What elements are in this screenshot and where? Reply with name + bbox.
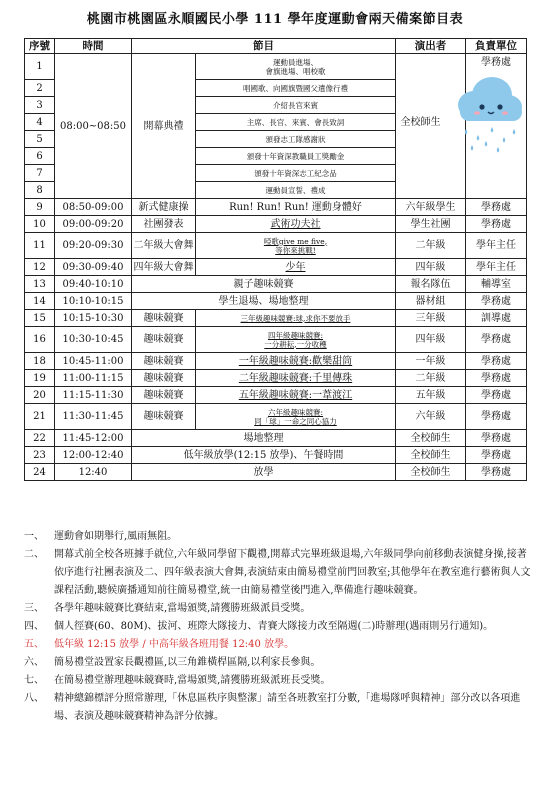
- program-cell: [132, 430, 396, 447]
- program-text: Run! Run! Run! 運動身體好: [229, 201, 362, 213]
- note-item: [24, 636, 536, 654]
- note-number: 四、: [24, 621, 44, 632]
- program-text: 低年級放學(12:15 放學)、午餐時間: [183, 449, 344, 461]
- program-text: 一年級趣味競賽:歡樂甜筒: [238, 355, 353, 367]
- row-unit: 學務處: [466, 327, 527, 353]
- row-time: 12:00-12:40: [55, 447, 132, 464]
- table-row: [25, 327, 527, 353]
- row-number: 6: [25, 148, 55, 165]
- note-number: 七、: [24, 675, 44, 686]
- row-category: 趣味競賽: [132, 387, 196, 404]
- program-text: 運動員進場、: [273, 57, 318, 67]
- cloud-cheek: [502, 111, 508, 115]
- row-time: 11:30-11:45: [55, 404, 132, 430]
- row-performer: 四年級: [396, 259, 466, 276]
- program-cell: [132, 276, 396, 293]
- program-cell: [196, 165, 396, 182]
- row-number: 24: [25, 464, 55, 481]
- row-performer: 四年級: [396, 327, 466, 353]
- row-category: 趣味競賽: [132, 370, 196, 387]
- table-row: [25, 276, 527, 293]
- program-cell: [196, 182, 396, 199]
- row-performer: 全校師生: [396, 447, 466, 464]
- row-time: 10:30-10:45: [55, 327, 132, 353]
- program-text: 六年級趣味競賽:: [267, 407, 324, 417]
- row-time: 10:10-10:15: [55, 293, 132, 310]
- row-unit: 學年主任: [466, 259, 527, 276]
- program-text: 場地整理: [243, 432, 284, 444]
- program-text: 親子趣味競賽: [233, 278, 294, 290]
- rain-drop: [503, 137, 506, 143]
- table-row: [25, 259, 527, 276]
- note-text: 各學年趣味競賽比賽結束,當場頒獎,請獲勝班級派員受獎。: [54, 603, 311, 614]
- row-number: 8: [25, 182, 55, 199]
- program-text: 五年級趣味競賽:一葦渡江: [238, 389, 353, 401]
- note-item: [24, 690, 536, 726]
- header-performer: 演出者: [396, 39, 466, 54]
- program-cell: [196, 199, 396, 216]
- row-performer: 六年級學生: [396, 199, 466, 216]
- row-performer: 三年級: [396, 310, 466, 327]
- program-text: 介紹長官來賓: [273, 100, 318, 110]
- row-time: 11:15-11:30: [55, 387, 132, 404]
- program-text: 二年級趣味競賽:千里傳珠: [238, 372, 353, 384]
- page-title: 桃園市桃園區永順國民小學 111 學年度運動會兩天備案節目表: [86, 12, 464, 27]
- row-number: 9: [25, 199, 55, 216]
- row-time: 09:00-09:20: [55, 216, 132, 233]
- row-number: 23: [25, 447, 55, 464]
- program-text: 放學: [253, 466, 274, 478]
- program-cell: [196, 54, 396, 80]
- rain-drop: [485, 141, 488, 147]
- row-number: 20: [25, 387, 55, 404]
- program-cell: [196, 404, 396, 430]
- table-row: [25, 464, 527, 481]
- note-text: 精神總錦標評分照常辦理,「休息區秩序與整潔」請至各班教室打分數,「進場隊呼與精神」部分改以各項進場、表演及趣味競賽精神為評分依據。: [54, 693, 521, 722]
- row-number: 11: [25, 233, 55, 259]
- row-performer: 報名隊伍: [396, 276, 466, 293]
- table-header-row: [25, 39, 527, 54]
- row-number: 14: [25, 293, 55, 310]
- program-cell: [196, 80, 396, 97]
- rain-drop: [471, 145, 474, 151]
- note-item: [24, 528, 536, 546]
- row-time: 08:00~08:50: [55, 54, 132, 199]
- program-text: 頒發十年資深志工紀念品: [254, 168, 337, 178]
- row-number: 16: [25, 327, 55, 353]
- notes-section: [24, 528, 536, 726]
- note-number: 二、: [24, 549, 44, 560]
- program-text: 頒發十年資深教職員工獎勵金: [246, 151, 345, 161]
- row-number: 19: [25, 370, 55, 387]
- row-category: 趣味競賽: [132, 404, 196, 430]
- header-program: 節目: [132, 39, 396, 54]
- row-category: 二年級大會舞: [132, 233, 196, 259]
- unit-text: 學務處: [481, 57, 511, 68]
- row-number: 7: [25, 165, 55, 182]
- table-row: [25, 310, 527, 327]
- cloud-cheek: [474, 111, 480, 115]
- row-time: 10:45-11:00: [55, 353, 132, 370]
- row-performer: 器材組: [396, 293, 466, 310]
- header-time: 時間: [55, 39, 132, 54]
- row-unit: 學務處: [466, 216, 527, 233]
- program-cell: [196, 97, 396, 114]
- rain-drop: [465, 129, 468, 135]
- program-text: 三年級趣味競賽:球,求你不要放手: [240, 313, 351, 323]
- program-text: 少年: [285, 261, 306, 273]
- row-number: 13: [25, 276, 55, 293]
- row-number: 3: [25, 97, 55, 114]
- note-text: 在簡易禮堂辦理趣味競賽時,當場頒獎,請獲勝班級派班長受獎。: [54, 675, 331, 686]
- row-category: 趣味競賽: [132, 310, 196, 327]
- row-time: 09:30-09:40: [55, 259, 132, 276]
- program-cell: [196, 148, 396, 165]
- row-time: 09:40-10:10: [55, 276, 132, 293]
- row-number: 21: [25, 404, 55, 430]
- row-unit: 學務處: [466, 404, 527, 430]
- table-row: [25, 216, 527, 233]
- cloud-eye: [479, 104, 484, 109]
- row-number: 5: [25, 131, 55, 148]
- row-unit: 學務處: [466, 464, 527, 481]
- header-unit: 負責單位: [466, 39, 527, 54]
- row-performer: 全校師生: [396, 464, 466, 481]
- note-number: 五、: [24, 639, 44, 650]
- rain-drop: [497, 147, 500, 153]
- row-unit: 輔導室: [466, 276, 527, 293]
- row-time: 12:40: [55, 464, 132, 481]
- program-cell: [196, 327, 396, 353]
- row-number: 12: [25, 259, 55, 276]
- table-row: [25, 447, 527, 464]
- note-item: [24, 618, 536, 636]
- program-cell: [196, 114, 396, 131]
- row-number: 18: [25, 353, 55, 370]
- rain-drop: [491, 127, 494, 133]
- table-row: [25, 387, 527, 404]
- note-text: 簡易禮堂設置家長觀禮區,以三角錐橫桿區隔,以利家長參與。: [54, 657, 321, 668]
- note-number: 一、: [24, 531, 44, 542]
- note-item: [24, 546, 536, 600]
- row-time: 09:20-09:30: [55, 233, 132, 259]
- row-category: 趣味競賽: [132, 353, 196, 370]
- rain-cloud-icon: [452, 75, 524, 153]
- program-text: 啞歌give me five,: [263, 236, 328, 246]
- program-cell: [196, 131, 396, 148]
- row-unit: 訓導處: [466, 310, 527, 327]
- row-unit: 學務處: [466, 387, 527, 404]
- row-category: 開幕典禮: [132, 54, 196, 199]
- program-cell: [196, 233, 396, 259]
- row-category: 社團發表: [132, 216, 196, 233]
- table-row: [25, 293, 527, 310]
- row-number: 10: [25, 216, 55, 233]
- row-time: 11:00-11:15: [55, 370, 132, 387]
- row-performer: 二年級: [396, 233, 466, 259]
- program-text: 主席、長官、來賓、會長致詞: [246, 117, 345, 127]
- table-row: [25, 430, 527, 447]
- row-category: 新式健康操: [132, 199, 196, 216]
- rain-drop: [513, 129, 516, 135]
- program-cell: [132, 464, 396, 481]
- row-unit: 學務處: [466, 293, 527, 310]
- rain-drop: [477, 135, 480, 141]
- note-text: 開幕式前全校各班據手就位,六年級同學留下觀禮,開幕式完畢班級退場,六年級同學向前移動表演健身操,接著依序進行社團表演及二、四年級表演大會舞,表演結束由簡易禮堂前門回教室;其他學年在教室進行藝術與人文課程活動,聽候廣播通知前往簡易禮堂,統一由簡易禮堂後門進入,準備進行趣味競賽。: [54, 549, 531, 596]
- program-text: 唱國歌、向國旗暨國父遺像行禮: [243, 83, 348, 93]
- row-performer: 五年級: [396, 387, 466, 404]
- row-number: 15: [25, 310, 55, 327]
- table-row: [25, 370, 527, 387]
- program-cell: [196, 387, 396, 404]
- program-cell: [196, 216, 396, 233]
- row-performer: 全校師生: [396, 430, 466, 447]
- row-time: 10:15-10:30: [55, 310, 132, 327]
- row-time: 11:45-12:00: [55, 430, 132, 447]
- cloud-base: [460, 103, 522, 121]
- program-text: 等你來挑戰!: [275, 245, 316, 255]
- program-text: 四年級趣味競賽:: [267, 330, 324, 340]
- table-row: [25, 199, 527, 216]
- row-unit: 學務處: [466, 430, 527, 447]
- program-cell: [132, 293, 396, 310]
- row-performer: 一年級: [396, 353, 466, 370]
- program-text: 運動員宣誓、禮成: [265, 185, 326, 195]
- note-number: 六、: [24, 657, 44, 668]
- program-cell: [196, 370, 396, 387]
- program-text: 武術功夫社: [270, 218, 321, 230]
- program-cell: [196, 353, 396, 370]
- cloud-eye: [497, 104, 502, 109]
- table-row: [25, 353, 527, 370]
- row-unit: 學務處: [466, 353, 527, 370]
- row-category: 四年級大會舞: [132, 259, 196, 276]
- row-unit: 學務處: [466, 199, 527, 216]
- note-number: 三、: [24, 603, 44, 614]
- program-cell: [196, 310, 396, 327]
- row-category: 趣味競賽: [132, 327, 196, 353]
- program-text: 頒發志工隊感謝狀: [265, 134, 326, 144]
- note-text: 低年級 12:15 放學 / 中高年級各班用餐 12:40 放學。: [54, 639, 295, 650]
- row-number: 22: [25, 430, 55, 447]
- note-item: [24, 672, 536, 690]
- note-item: [24, 600, 536, 618]
- performer-text: 全校師生: [400, 116, 441, 128]
- note-text: 個人徑賽(60、80M)、拔河、班際大隊接力、青賽大隊接力改至隔週(二)時辦理(遇雨則另行通知)。: [54, 621, 494, 632]
- row-number: 4: [25, 114, 55, 131]
- program-text: 一分耕耘,一分收穫: [264, 339, 327, 349]
- table-row: [25, 233, 527, 259]
- note-text: 運動會如期舉行,風雨無阻。: [54, 531, 178, 542]
- note-item: [24, 654, 536, 672]
- row-performer: 學生社團: [396, 216, 466, 233]
- row-performer: 二年級: [396, 370, 466, 387]
- row-unit: 學務處: [466, 447, 527, 464]
- row-number: 1: [25, 54, 55, 80]
- header-no: 序號: [25, 39, 55, 54]
- row-unit: 學務處: [466, 370, 527, 387]
- note-number: 八、: [24, 693, 44, 704]
- row-number: 2: [25, 80, 55, 97]
- row-unit: 學年主任: [466, 233, 527, 259]
- program-text: 同「球」一命之同心協力: [254, 416, 337, 426]
- program-text: 會旗進場、唱校歌: [265, 66, 326, 76]
- table-row: [25, 404, 527, 430]
- row-performer: 六年級: [396, 404, 466, 430]
- program-text: 學生退場、場地整理: [218, 295, 309, 307]
- row-time: 08:50-09:00: [55, 199, 132, 216]
- program-cell: [196, 259, 396, 276]
- program-cell: [132, 447, 396, 464]
